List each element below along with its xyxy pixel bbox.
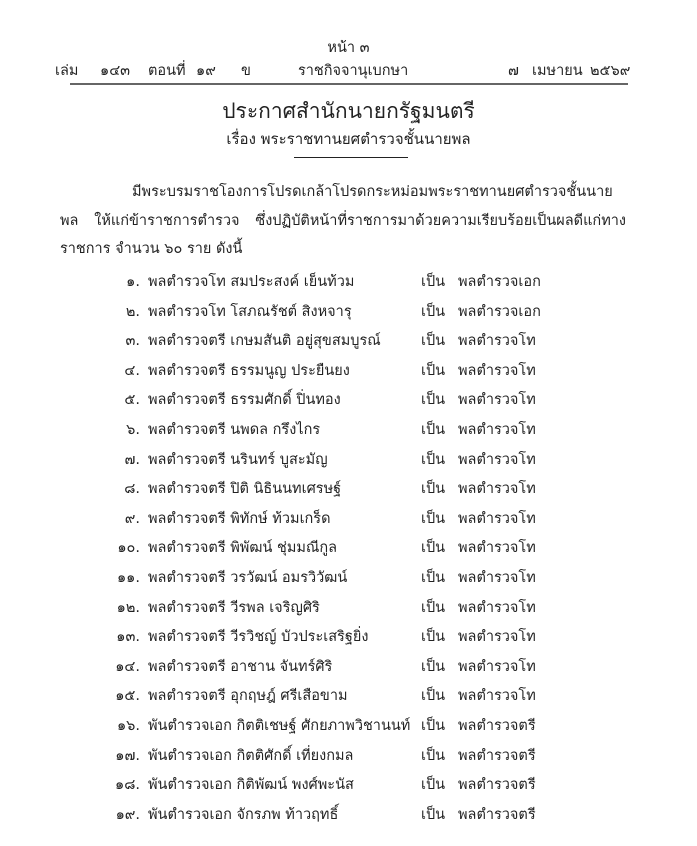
- new-rank: พลตำรวจโท: [458, 421, 536, 438]
- officer-name: พันตำรวจเอก กิติพัฒน์ พงศ์พะนัส: [148, 777, 354, 794]
- list-item: [0, 655, 697, 685]
- announcement-subject: เรื่อง พระราชทานยศตำรวจชั้นนายพล: [226, 130, 471, 148]
- officer-name: พลตำรวจตรี อาชาน จันทร์ศิริ: [148, 658, 333, 675]
- list-item: [0, 359, 697, 389]
- volume-number: ๑๔๓: [100, 63, 131, 79]
- list-item: [0, 625, 697, 655]
- officer-name: พลตำรวจตรี วีรวิชญ์ บัวประเสริฐยิ่ง: [148, 629, 369, 646]
- item-number: ๔.: [124, 362, 140, 379]
- date-month: เมษายน: [532, 63, 583, 79]
- as-label: เป็น: [421, 540, 446, 557]
- list-item: [0, 418, 697, 448]
- new-rank: พลตำรวจโท: [458, 392, 536, 409]
- as-label: เป็น: [421, 362, 446, 379]
- officer-name: พลตำรวจตรี อุกฤษฎ์ ศรีเสือขาม: [148, 688, 348, 705]
- list-item: [0, 270, 697, 300]
- item-number: ๕.: [124, 392, 140, 409]
- item-number: ๑๖.: [116, 717, 140, 734]
- list-item: [0, 477, 697, 507]
- item-number: ๑๑.: [116, 569, 140, 586]
- new-rank: พลตำรวจตรี: [458, 806, 536, 823]
- item-number: ๑๘.: [115, 777, 140, 794]
- item-number: ๒.: [125, 303, 140, 320]
- officer-name: พลตำรวจตรี ปิติ นิธินนทเศรษฐ์: [148, 481, 342, 498]
- item-number: ๑๗.: [115, 747, 140, 764]
- as-label: เป็น: [421, 658, 446, 675]
- new-rank: พลตำรวจโท: [458, 481, 536, 498]
- promotion-list: [0, 270, 697, 832]
- new-rank: พลตำรวจโท: [458, 540, 536, 557]
- item-number: ๖.: [126, 421, 140, 438]
- new-rank: พลตำรวจโท: [458, 629, 536, 646]
- issue-label: ตอนที่: [148, 63, 186, 79]
- new-rank: พลตำรวจโท: [458, 658, 536, 675]
- as-label: เป็น: [421, 303, 446, 320]
- as-label: เป็น: [421, 333, 446, 350]
- item-number: ๑๒.: [116, 599, 140, 616]
- announcement-paragraph: [60, 178, 626, 264]
- officer-name: พลตำรวจตรี นพดล กรึงไกร: [148, 421, 321, 438]
- officer-name: พลตำรวจโท สมประสงค์ เย็นท้วม: [148, 274, 355, 290]
- announcement-title: ประกาศสำนักนายกรัฐมนตรี: [222, 99, 475, 123]
- officer-name: พันตำรวจเอก กิตติศักดิ์ เที่ยงกมล: [148, 747, 354, 764]
- page-number: หน้า ๓: [327, 40, 370, 56]
- item-number: ๑๙.: [115, 806, 140, 823]
- as-label: เป็น: [421, 481, 446, 498]
- list-item: [0, 566, 697, 596]
- new-rank: พลตำรวจโท: [458, 599, 536, 616]
- list-item: [0, 329, 697, 359]
- officer-name: พลตำรวจตรี พิพัฒน์ ชุ่มมณีกูล: [148, 540, 338, 557]
- new-rank: พลตำรวจตรี: [458, 717, 536, 734]
- as-label: เป็น: [421, 392, 446, 409]
- new-rank: พลตำรวจโท: [458, 451, 536, 468]
- publication-name: ราชกิจจานุเบกษา: [298, 63, 409, 79]
- new-rank: พลตำรวจโท: [458, 510, 536, 527]
- list-item: [0, 507, 697, 537]
- new-rank: พลตำรวจตรี: [458, 747, 536, 764]
- officer-name: พลตำรวจตรี ธรรมศักดิ์ ปิ่นทอง: [148, 392, 341, 409]
- list-item: [0, 684, 697, 714]
- item-number: ๑.: [126, 274, 140, 290]
- list-item: [0, 596, 697, 626]
- new-rank: พลตำรวจโท: [458, 362, 536, 379]
- new-rank: พลตำรวจโท: [458, 333, 536, 350]
- officer-name: พันตำรวจเอก กิตติเชษฐ์ ศักยภาพวิชานนท์: [148, 717, 411, 734]
- paragraph-text: มีพระบรมราชโองการโปรดเกล้าโปรดกระหม่อมพระราชทานยศตำรวจชั้นนายพล ให้แก่ข้าราชการตำรวจ ซึ่งปฏิบัติหน้าที่ราชการมาด้วยความเรียบร้อยเป็นผลดีแก่ทางราชการ จำนวน ๖๐ ราย ดังนี้: [60, 184, 626, 257]
- as-label: เป็น: [421, 274, 446, 290]
- officer-name: พลตำรวจโท โสภณรัชต์ สิงหจารุ: [148, 303, 352, 320]
- item-number: ๑๐.: [117, 540, 140, 557]
- issue-number: ๑๙: [196, 63, 216, 79]
- list-item: [0, 536, 697, 566]
- header-divider: [70, 83, 628, 85]
- as-label: เป็น: [421, 688, 446, 705]
- date-year: ๒๕๖๙: [590, 63, 631, 79]
- list-item: [0, 803, 697, 833]
- list-item: [0, 773, 697, 803]
- item-number: ๑๓.: [116, 629, 140, 646]
- list-item: [0, 388, 697, 418]
- officer-name: พลตำรวจตรี เกษมสันติ อยู่สุขสมบูรณ์: [148, 333, 381, 350]
- new-rank: พลตำรวจโท: [458, 569, 536, 586]
- item-number: ๘.: [124, 481, 140, 498]
- new-rank: พลตำรวจโท: [458, 688, 536, 705]
- as-label: เป็น: [421, 717, 446, 734]
- officer-name: พลตำรวจตรี นรินทร์ บูสะมัญ: [148, 451, 328, 468]
- as-label: เป็น: [421, 421, 446, 438]
- new-rank: พลตำรวจเอก: [458, 274, 541, 290]
- new-rank: พลตำรวจเอก: [458, 303, 541, 320]
- section-letter: ข: [241, 63, 251, 79]
- new-rank: พลตำรวจตรี: [458, 777, 536, 794]
- as-label: เป็น: [421, 629, 446, 646]
- officer-name: พลตำรวจตรี พิทักษ์ ท้วมเกร็ด: [148, 510, 331, 527]
- list-item: [0, 744, 697, 774]
- officer-name: พลตำรวจตรี วรวัฒน์ อมรวิวัฒน์: [148, 569, 348, 586]
- title-divider: [294, 157, 408, 158]
- item-number: ๑๕.: [115, 688, 140, 705]
- volume-label: เล่ม: [55, 63, 79, 79]
- date-day: ๗: [508, 63, 519, 79]
- as-label: เป็น: [421, 510, 446, 527]
- officer-name: พลตำรวจตรี วีรพล เจริญศิริ: [148, 599, 320, 616]
- item-number: ๓.: [125, 333, 140, 350]
- as-label: เป็น: [421, 747, 446, 764]
- as-label: เป็น: [421, 777, 446, 794]
- as-label: เป็น: [421, 451, 446, 468]
- as-label: เป็น: [421, 806, 446, 823]
- as-label: เป็น: [421, 599, 446, 616]
- item-number: ๑๔.: [115, 658, 140, 675]
- list-item: [0, 300, 697, 330]
- officer-name: พันตำรวจเอก จักรภพ ท้าวฤทธิ์: [148, 806, 339, 823]
- list-item: [0, 714, 697, 744]
- officer-name: พลตำรวจตรี ธรรมนูญ ประยืนยง: [148, 362, 350, 379]
- item-number: ๙.: [124, 510, 140, 527]
- item-number: ๗.: [124, 451, 140, 468]
- list-item: [0, 448, 697, 478]
- as-label: เป็น: [421, 569, 446, 586]
